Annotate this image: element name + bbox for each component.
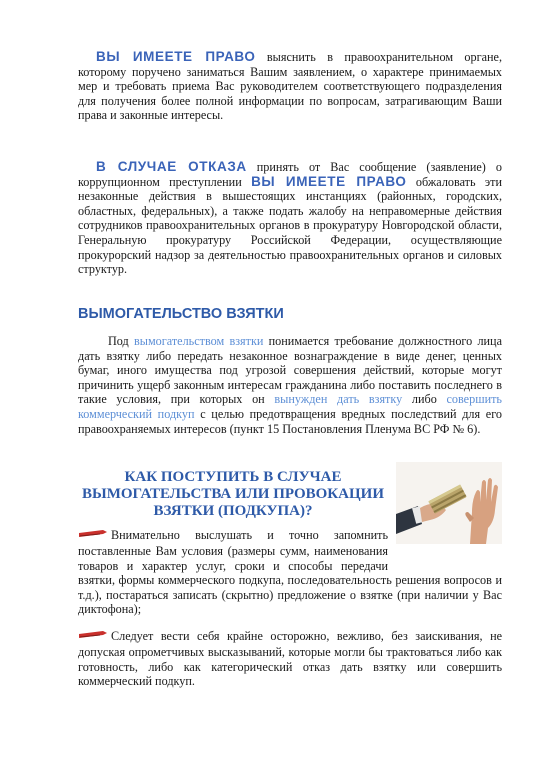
refusal-paragraph	[78, 160, 502, 277]
how-to-heading-line: ВЗЯТКИ (ПОДКУПА)?	[153, 503, 313, 519]
refusal-phrase: В СЛУЧАЕ ОТКАЗА	[96, 159, 247, 174]
bullet-1-line-3: товаров и характер услуг, сроки и способы передачи	[78, 558, 388, 573]
extortion-heading: ВЫМОГАТЕЛЬСТВО ВЗЯТКИ	[78, 306, 284, 322]
bribe-refusal-image	[396, 462, 502, 544]
how-to-heading	[78, 469, 388, 520]
refusal-rights-phrase: ВЫ ИМЕЕТЕ ПРАВО	[251, 173, 407, 189]
rights-text: выяснить в правоохранительном органе, которому поручено заниматься Вашим заявлением, о характере принимаемых мер и требовать приема Вас руководителем соответствующего подразделения для получения более полной информации по вопросам, затрагивающим Ваши права и законные интересы.	[78, 50, 502, 123]
extortion-text-3: либо	[402, 392, 447, 407]
extortion-text-2: понимается требование должностного лица дать взятку либо передать незаконное вознаграждение в виде денег, ценных бумаг, иного имущества под угрозой совершения действий, которые могут причинить ущерб законным интересам гражданина либо поставить последнего в такие условия, при которых он	[78, 334, 502, 407]
bullet-1-head	[78, 528, 388, 573]
rights-phrase: ВЫ ИМЕЕТЕ ПРАВО	[96, 49, 256, 64]
extortion-link-2[interactable]: вынужден дать взятку	[274, 392, 403, 407]
extortion-link-1[interactable]: вымогательством взятки	[134, 334, 264, 348]
extortion-link-3[interactable]: совершить коммерческий подкуп	[78, 392, 502, 421]
bullet-2-text: Следует вести себя крайне осторожно, вежливо, без заискивания, не допуская опрометчивых высказываний, которые могли бы трактоваться либо как готовность, либо как категорический отказ дать взятку или совершить коммерческий подкуп.	[78, 629, 502, 689]
rights-paragraph	[78, 50, 502, 123]
refusal-text-2: обжаловать эти незаконные действия в вышестоящих инстанциях (районных, городских, областных, федеральных), а также подать жалобу на неправомерные действия сотрудников правоохранительных органов в прокуратуру Новгородской области, Генеральную прокуратуру Российской Федерации, осуществляющие прокурорский надзор за деятельностью правоохранительных органов и силовых структур.	[78, 174, 502, 277]
extortion-text-1: Под	[108, 334, 134, 348]
bullet-1-line-1: Внимательно выслушать и точно запомнить	[111, 528, 388, 542]
bribe-refusal-photo	[396, 462, 502, 544]
bullet-1-line-2: поставленные Вам условия (размеры сумм, наименования	[78, 544, 388, 558]
how-to-heading-line: ВЫМОГАТЕЛЬСТВА ИЛИ ПРОВОКАЦИИ	[81, 486, 385, 502]
extortion-paragraph	[78, 334, 502, 436]
how-to-heading-line: КАК ПОСТУПИТЬ В СЛУЧАЕ	[124, 469, 342, 485]
red-pen-bullet-icon	[78, 528, 108, 544]
red-pen-bullet-icon	[78, 629, 108, 645]
extortion-text-4: с целью предотвращения вредных последствий для его правоохраняемых интересов (пункт 15 Постановления Пленума ВС РФ № 6).	[78, 406, 502, 436]
bullet-2-paragraph	[78, 629, 502, 689]
bullet-1-rest: взятки, формы коммерческого подкупа, последовательность решения вопросов и т.д.), постараться записать (скрытно) предложение о взятке (при наличии у Вас диктофона);	[78, 573, 502, 617]
refusal-text-1: принять от Вас сообщение (заявление) о коррупционном преступлении	[78, 160, 503, 189]
